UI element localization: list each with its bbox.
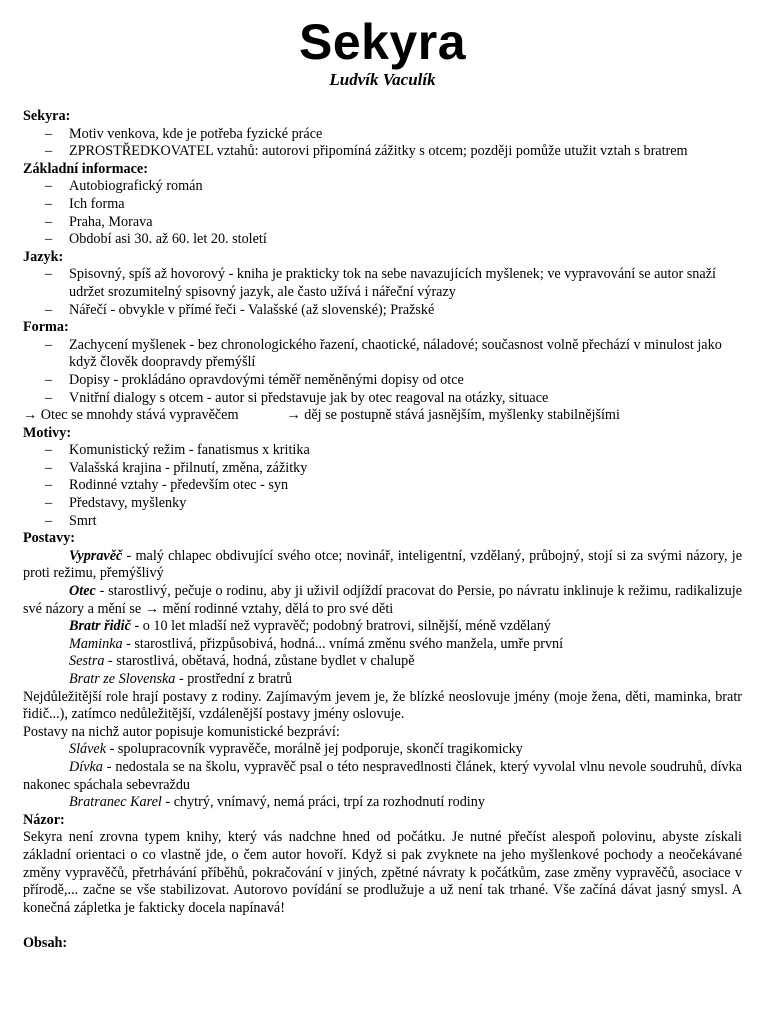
list-item: – Dopisy - prokládáno opravdovými téměř neměněnými dopisy od otce [23,372,742,390]
character-desc: - chytrý, vnímavý, nemá práci, trpí za rozhodnutí rodiny [161,794,485,811]
zakladni-list [23,178,742,248]
character-desc: - nedostala se na školu, vypravěč psal o této nespravedlnosti článek, který vyvolal vlnu nevole soudruhů, dívka nakonec spáchala sebevraždu [23,758,742,793]
section-heading-forma: Forma: [23,319,69,336]
character-name: Vypravěč [69,547,123,564]
character-entry [23,759,742,794]
character-name: Otec [69,583,96,600]
list-item: – Vnitřní dialogy s otcem - autor si představuje jak by otec reagoval na otázky, situace [23,390,742,408]
section-heading-obsah: Obsah: [23,934,68,951]
character-name: Bratr řidič [69,618,131,635]
character-name: Slávek [69,741,107,758]
character-name: Maminka [69,635,123,652]
sekyra-list [23,126,742,161]
list-item: – ZPROSTŘEDKOVATEL vztahů: autorovi připomíná zážitky s otcem; později pomůže utužit vztah s bratrem [23,143,742,161]
list-item: – Rodinné vztahy - především otec - syn [23,477,742,495]
character-desc: - malý chlapec obdivující svého otce; novinář, inteligentní, vzdělaný, průbojný, stojí si za svými názory, je proti režimu, přemýšlivý [23,547,742,582]
character-name: Sestra [69,653,105,670]
list-item: – Představy, myšlenky [23,495,742,513]
character-entry [23,583,742,618]
character-entry [23,794,742,812]
list-item: – Komunistický režim - fanatismus x kritika [23,442,742,460]
section-heading-nazor: Názor: [23,811,65,828]
character-entry [23,671,742,689]
character-desc: - prostřední z bratrů [175,671,293,687]
document-author: Ludvík Vaculík [329,70,436,89]
section-heading-zakladni: Základní informace: [23,160,148,177]
arrow-note-right: → děj se postupně stává jasnějším, myšlenky stabilnějšími [286,407,620,424]
character-desc: - o 10 let mladší než vypravěč; podobný bratrovi, silnější, méně vzdělaný [130,618,551,635]
character-desc: - starostlivý, pečuje o rodinu, aby ji uživil odjíždí pracovat do Persie, po návratu inklinuje k režimu, radikalizuje své názory a mění se → mění rodinné vztahy, dělá to pro své děti [23,583,742,617]
forma-arrow-line [23,407,742,425]
spacer [23,917,742,935]
document-title: Sekyra [298,14,467,70]
section-heading-postavy: Postavy: [23,530,76,547]
list-item: – Praha, Morava [23,214,742,232]
list-item: – Spisovný, spíš až hovorový - kniha je prakticky tok na sebe navazujících myšlenek; ve vypravování se autor snaží udržet srozumitelný spisovný jazyk, ale často užívá i nářeční výrazy [23,266,742,301]
list-item: – Valašská krajina - přilnutí, změna, zážitky [23,460,742,478]
nazor-text: Sekyra není zrovna typem knihy, který vás nadchne hned od počátku. Je nutné přečíst alespoň polovinu, abyste získali základní orientaci o co vlastně jde, o čem autor hovoří. Když si pak zvyknete na jeho myšlenkové pochody a neočekávané změny vypravěčů, přetrhávání příběhů, pokračování v jiných, zpětné návraty k počátkům, zase změny vypravěčů, asociace v přírodě,... začne se vše stabilizovat. Autorovo povídání se prodlužuje a už není tak trhané. Vše začíná dávat jasný smysl. A konečná zápletka je fakticky docela napínavá! [23,829,742,916]
postavy-note-family: Nejdůležitější role hrají postavy z rodiny. Zajímavým jevem je, že blízké neoslovuje jmény (moje žena, děti, maminka, bratr řidič...), zatímco nedůležitější, vzdálenější postavy jmény oslovuje. [23,688,742,723]
list-item: – Smrt [23,513,742,531]
list-item: – Nářečí - obvykle v přímé řeči - Valašské (až slovenské); Pražské [23,302,742,320]
list-item: – Motiv venkova, kde je potřeba fyzické práce [23,126,742,144]
character-desc: - starostlivá, obětavá, hodná, zůstane bydlet v chalupě [104,653,415,670]
postavy-note-regime: Postavy na nichž autor popisuje komunistické bezpráví: [23,723,340,740]
section-heading-jazyk: Jazyk: [23,248,64,265]
character-entry [23,618,742,636]
character-name: Bratranec Karel [69,794,162,811]
character-entry [23,653,742,671]
character-name: Bratr ze Slovenska [69,671,176,687]
character-desc: - spolupracovník vypravěče, morálně jej podporuje, skončí tragikomicky [106,741,523,758]
character-entry [23,741,742,759]
list-item: – Zachycení myšlenek - bez chronologického řazení, chaotické, náladové; současnost volně přechází v minulost jako když člověk doopravdy přemýšlí [23,337,742,372]
character-entry [23,636,742,654]
jazyk-list [23,266,742,319]
motivy-list [23,442,742,530]
character-entry [23,548,742,583]
section-heading-motivy: Motivy: [23,424,72,441]
forma-list [23,337,742,407]
section-heading-sekyra: Sekyra: [23,108,71,124]
arrow-note-left: → Otec se mnohdy stává vypravěčem [23,407,239,424]
character-name: Dívka [69,758,103,775]
list-item: – Ich forma [23,196,742,214]
list-item: – Období asi 30. až 60. let 20. století [23,231,742,249]
character-desc: - starostlivá, přizpůsobivá, hodná... vnímá změnu svého manžela, umře první [122,635,564,652]
list-item: – Autobiografický román [23,178,742,196]
